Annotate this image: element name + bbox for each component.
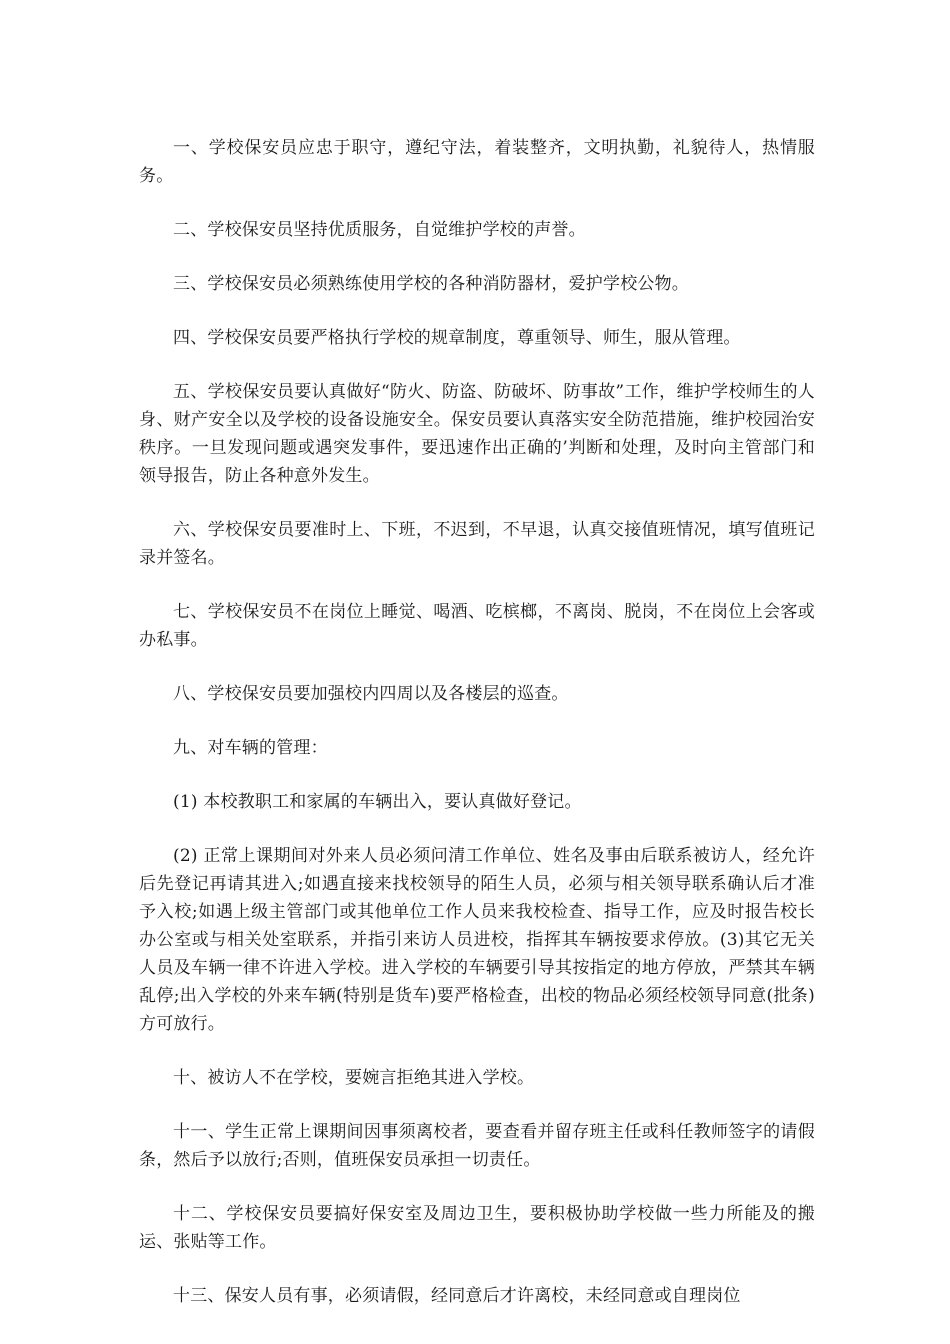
paragraph-12: 十二、学校保安员要搞好保安室及周边卫生，要积极协助学校做一些力所能及的搬运、张贴等工作。 <box>139 1204 815 1252</box>
paragraph-5: 五、学校保安员要认真做好“防火、防盗、防破坏、防事故”工作，维护学校师生的人身、财产安全以及学校的设备设施安全。保安员要认真落实安全防范措施，维护校园治安秩序。一旦发现问题或遇突发事件，要迅速作出正确的’判断和处理，及时向主管部门和领导报告，防止各种意外发生。 <box>139 382 815 486</box>
paragraph-9-item-2: (2) 正常上课期间对外来人员必须问清工作单位、姓名及事由后联系被访人，经允许后先登记再请其进入;如遇直接来找校领导的陌生人员，必须与相关领导联系确认后才准予入校;如遇上级主管部门或其他单位工作人员来我校检查、指导工作，应及时报告校长办公室或与相关处室联系，并指引来访人员进校，指挥其车辆按要求停放。(3)其它无关人员及车辆一律不许进入学校。进入学校的车辆要引导其按指定的地方停放，严禁其车辆乱停;出入学校的外来车辆(特别是货车)要严格检查，出校的物品必须经校领导同意(批条)方可放行。 <box>139 846 815 1034</box>
paragraph-8: 八、学校保安员要加强校内四周以及各楼层的巡查。 <box>173 684 569 704</box>
paragraph-9-item-1: (1) 本校教职工和家属的车辆出入，要认真做好登记。 <box>173 792 582 812</box>
paragraph-9: 九、对车辆的管理： <box>173 738 328 758</box>
paragraph-2: 二、学校保安员坚持优质服务，自觉维护学校的声誉。 <box>173 220 586 240</box>
paragraph-13: 十三、保安人员有事，必须请假，经同意后才许离校，未经同意或自理岗位 <box>173 1286 741 1306</box>
paragraph-1: 一、学校保安员应忠于职守，遵纪守法，着装整齐，文明执勤，礼貌待人，热情服务。 <box>139 138 815 186</box>
paragraph-4: 四、学校保安员要严格执行学校的规章制度，尊重领导、师生，服从管理。 <box>173 328 741 348</box>
paragraph-6: 六、学校保安员要准时上、下班，不迟到，不早退，认真交接值班情况，填写值班记录并签名。 <box>139 520 815 568</box>
paragraph-10: 十、被访人不在学校，要婉言拒绝其进入学校。 <box>173 1068 535 1088</box>
paragraph-11: 十一、学生正常上课期间因事须离校者，要查看并留存班主任或科任教师签字的请假条，然后予以放行;否则，值班保安员承担一切责任。 <box>139 1122 815 1170</box>
paragraph-3: 三、学校保安员必须熟练使用学校的各种消防器材，爱护学校公物。 <box>173 274 689 294</box>
paragraph-7: 七、学校保安员不在岗位上睡觉、喝酒、吃槟榔，不离岗、脱岗，不在岗位上会客或办私事。 <box>139 602 815 650</box>
document-body <box>139 134 815 1310</box>
